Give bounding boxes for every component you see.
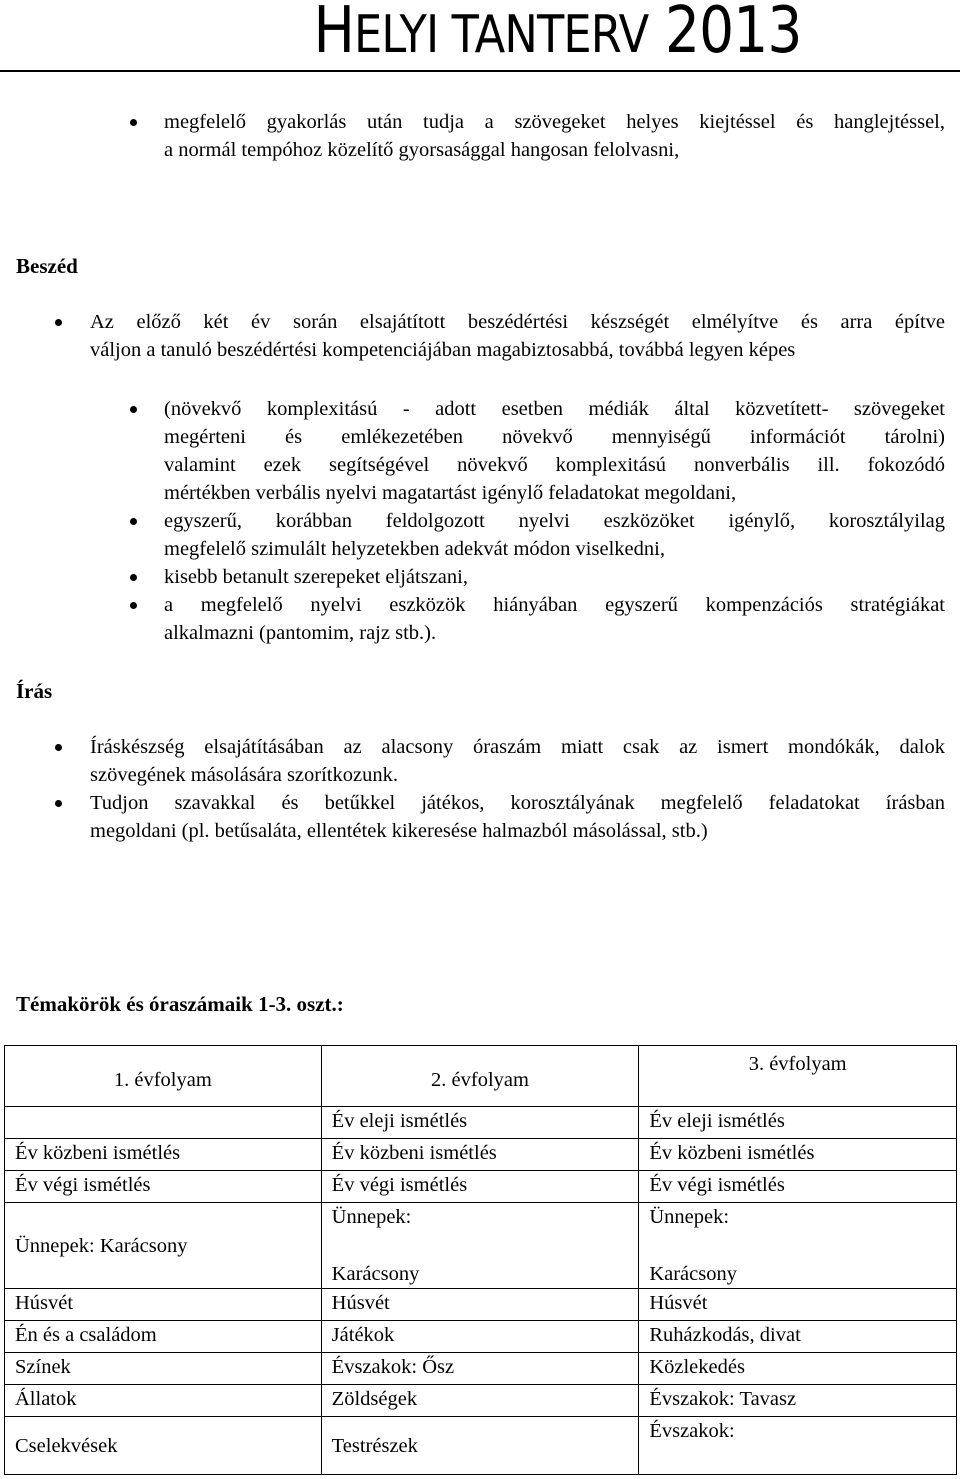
beszed-heading: Beszéd [16, 254, 78, 278]
table-cell: Év végi ismétlés [639, 1171, 957, 1203]
table-cell: Ünnepek: Karácsony [321, 1203, 639, 1289]
beszed-main-bullet [55, 308, 945, 364]
page-header [0, 0, 960, 72]
bullet-dot [55, 319, 62, 326]
topics-heading: Témakörök és óraszámaik 1-3. oszt.: [16, 992, 344, 1016]
text-line: kisebb betanult szerepeket eljátszani, [164, 566, 468, 588]
text-line: megfelelő gyakorlás után tudja a szövegeket helyes kiejtéssel és hanglejtéssel, [164, 111, 945, 133]
table-cell: Húsvét [321, 1289, 639, 1321]
list-item [130, 507, 945, 563]
text-line: szövegének másolására szorítkozunk. [90, 764, 398, 786]
bullet-dot [130, 119, 137, 126]
table-row [5, 1171, 957, 1203]
table-row [5, 1321, 957, 1353]
table-row [5, 1417, 957, 1475]
table-cell: Zöldségek [321, 1385, 639, 1417]
list-item [55, 733, 945, 789]
list-item [130, 563, 945, 591]
table-row [5, 1385, 957, 1417]
table-cell: Évszakok: Ősz [321, 1353, 639, 1385]
text-line: megérteni és emlékezetében növekvő mennyiségű információt tárolni) [164, 426, 945, 448]
table-cell: Év közbeni ismétlés [639, 1139, 957, 1171]
table-header-row [5, 1046, 957, 1107]
text-line: valamint ezek segítségével növekvő komplexitású nonverbális ill. fokozódó [164, 454, 945, 476]
text-line: mértékben verbális nyelvi magatartást igénylő feladatokat megoldani, [164, 482, 737, 504]
text-line: a megfelelő nyelvi eszközök hiányában egyszerű kompenzációs stratégiákat [164, 594, 945, 616]
table-cell: Cselekvések [5, 1417, 322, 1475]
table-row [5, 1203, 957, 1289]
table-cell: Én és a családom [5, 1321, 322, 1353]
text-line: Íráskészség elsajátításában az alacsony óraszám miatt csak az ismert mondókák, dalok [90, 736, 945, 758]
text-line: megoldani (pl. betűsaláta, ellentétek kikeresése halmazból másolással, stb.) [90, 820, 708, 842]
column-header: 1. évfolyam [5, 1046, 322, 1107]
table-cell: Év közbeni ismétlés [321, 1139, 639, 1171]
bullet-dot [55, 744, 62, 751]
column-header: 3. évfolyam [639, 1046, 957, 1107]
text-line: (növekvő komplexitású - adott esetben médiák által közvetített- szövegeket [164, 398, 945, 420]
intro-bullet [130, 108, 945, 164]
table-cell: Állatok [5, 1385, 322, 1417]
table-row [5, 1107, 957, 1139]
text-line: egyszerű, korábban feldolgozott nyelvi eszközöket igénylő, korosztályilag [164, 510, 945, 532]
topics-table [4, 1045, 957, 1475]
text-line: megfelelő szimulált helyzetekben adekvát módon viselkedni, [164, 538, 665, 560]
bullet-dot [130, 406, 137, 413]
table-row [5, 1289, 957, 1321]
table-row [5, 1139, 957, 1171]
table-cell: Színek [5, 1353, 322, 1385]
text-line: a normál tempóhoz közelítő gyorsasággal hangosan felolvasni, [164, 139, 680, 161]
table-cell: Év eleji ismétlés [639, 1107, 957, 1139]
text-line: váljon a tanuló beszédértési kompetenciájában magabiztosabbá, továbbá legyen képes [90, 339, 796, 361]
table-cell: Közlekedés [639, 1353, 957, 1385]
table-cell: Ünnepek: Karácsony [5, 1203, 322, 1289]
table-cell: Év eleji ismétlés [321, 1107, 639, 1139]
table-cell: Évszakok: [639, 1417, 957, 1475]
bullet-dot [55, 800, 62, 807]
bullet-dot [130, 518, 137, 525]
table-cell: Év közbeni ismétlés [5, 1139, 322, 1171]
table-cell: Húsvét [639, 1289, 957, 1321]
list-item [130, 591, 945, 647]
table-cell: Testrészek [321, 1417, 639, 1475]
list-item [55, 789, 945, 845]
bullet-dot [130, 602, 137, 609]
iras-bullets [55, 733, 945, 845]
table-cell: Év végi ismétlés [321, 1171, 639, 1203]
text-line: Az előző két év során elsajátított beszédértési készségét elmélyítve és arra építve [90, 311, 945, 333]
header-title: HELYI TANTERV 2013 [313, 0, 802, 68]
table-cell: Húsvét [5, 1289, 322, 1321]
list-item [130, 395, 945, 507]
text-line: alkalmazni (pantomim, rajz stb.). [164, 622, 437, 644]
table-cell: Ruházkodás, divat [639, 1321, 957, 1353]
table-cell [5, 1107, 322, 1139]
text-line: Tudjon szavakkal és betűkkel játékos, korosztályának megfelelő feladatokat írásban [90, 792, 945, 814]
table-cell: Évszakok: Tavasz [639, 1385, 957, 1417]
table-row [5, 1353, 957, 1385]
table-cell: Év végi ismétlés [5, 1171, 322, 1203]
column-header: 2. évfolyam [321, 1046, 639, 1107]
table-cell: Játékok [321, 1321, 639, 1353]
beszed-sub-bullets [130, 395, 945, 647]
table-cell: Ünnepek: Karácsony [639, 1203, 957, 1289]
iras-heading: Írás [16, 679, 53, 703]
bullet-dot [130, 574, 137, 581]
